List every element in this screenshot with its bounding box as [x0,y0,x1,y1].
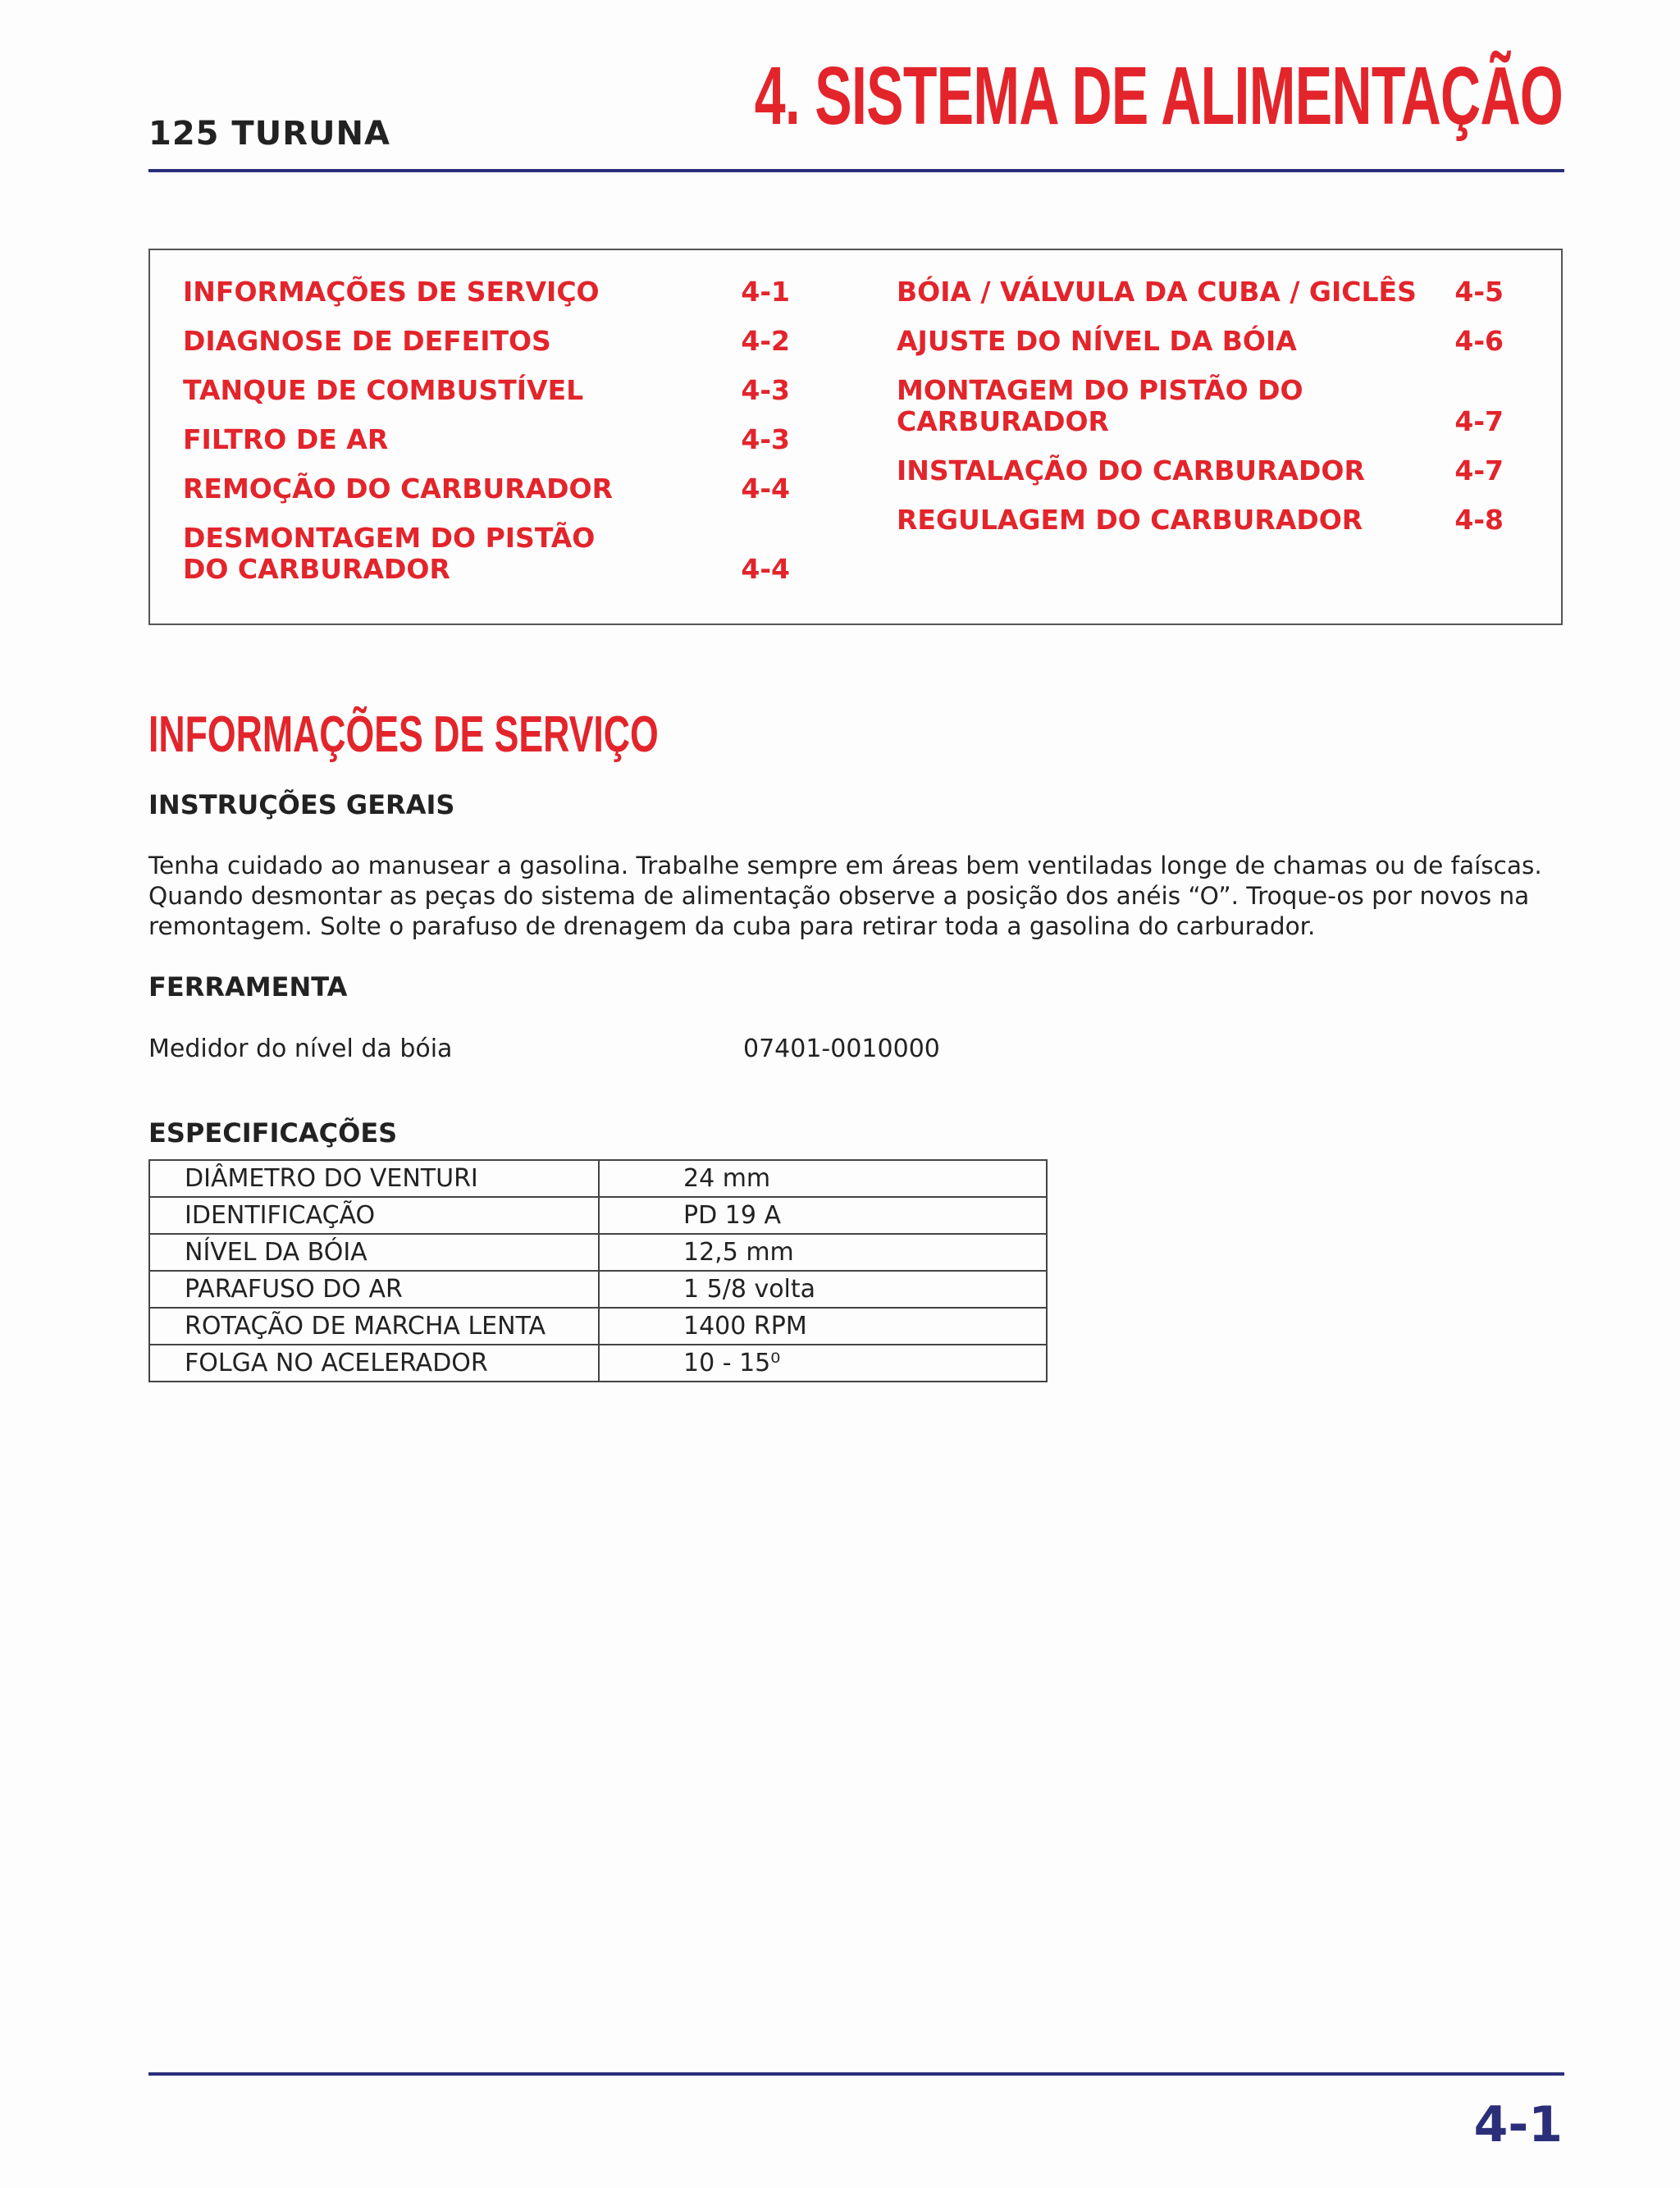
spec-label: NÍVEL DA BÓIA [149,1234,599,1271]
toc-item[interactable] [897,326,1504,357]
table-of-contents [148,249,1563,625]
tool-heading: FERRAMENTA [148,971,348,1003]
general-instructions-text: Tenha cuidado ao manusear a gasolina. Trabalhe sempre em áreas bem ventiladas longe de chamas ou de faíscas. Quando desmontar as peças do sistema de alimentação observe a posição dos anéis “O”. Troque-os por novos na remontagem. Solte o parafuso de drenagem da cuba para retirar toda a gasolina do carburador. [148,852,1542,940]
general-instructions-heading: INSTRUÇÕES GERAIS [148,789,455,820]
tool-name: Medidor do nível da bóia [148,1035,453,1063]
table-row [149,1308,1047,1345]
toc-item[interactable] [183,523,790,585]
spec-value: PD 19 A [599,1197,1047,1234]
toc-item[interactable] [183,276,790,308]
spec-label: IDENTIFICAÇÃO [149,1197,599,1234]
model-name: 125 TURUNA [148,115,390,153]
toc-item-page: 4-4 [741,553,790,585]
specifications-heading: ESPECIFICAÇÕES [148,1117,398,1149]
toc-item-page: 4-2 [741,325,790,357]
toc-item-title: TANQUE DE COMBUSTÍVEL [183,374,584,406]
toc-item[interactable] [183,326,790,357]
spec-label: PARAFUSO DO AR [149,1271,599,1308]
toc-item-page: 4-6 [1454,325,1504,357]
toc-item-page: 4-3 [741,374,790,406]
toc-item-title: REMOÇÃO DO CARBURADOR [183,473,614,505]
toc-item[interactable] [897,375,1504,437]
toc-item-title: DIAGNOSE DE DEFEITOS [183,325,551,357]
table-row [149,1345,1047,1382]
toc-item-title: INSTALAÇÃO DO CARBURADOR [897,455,1365,486]
spec-label: ROTAÇÃO DE MARCHA LENTA [149,1308,599,1345]
toc-right-column [897,276,1504,554]
page-number: 4-1 [1473,2096,1563,2154]
spec-value: 24 mm [599,1160,1047,1197]
toc-left-column [183,276,790,603]
toc-item-page: 4-1 [741,276,790,308]
toc-item[interactable] [183,473,790,505]
specifications-table [148,1159,1048,1382]
toc-item-page: 4-8 [1454,504,1504,536]
toc-item[interactable] [183,375,790,406]
toc-item-title: FILTRO DE AR [183,423,389,455]
toc-item-title: MONTAGEM DO PISTÃO DO CARBURADOR [897,374,1303,437]
spec-label: DIÂMETRO DO VENTURI [149,1160,599,1197]
toc-item-title: BÓIA / VÁLVULA DA CUBA / GICLÊS [897,276,1417,308]
spec-value: 1400 RPM [599,1308,1047,1345]
section-heading: INFORMAÇÕES DE SERVIÇO [148,706,659,763]
toc-item-page: 4-3 [741,423,790,455]
header-rule [148,169,1564,172]
toc-item-title: AJUSTE DO NÍVEL DA BÓIA [897,325,1297,357]
toc-item-title: DESMONTAGEM DO PISTÃO DO CARBURADOR [183,522,596,585]
spec-value: 10 - 15⁰ [599,1345,1047,1382]
toc-item[interactable] [897,455,1504,486]
spec-value: 1 5/8 volta [599,1271,1047,1308]
toc-item-page: 4-7 [1454,405,1504,437]
spec-value: 12,5 mm [599,1234,1047,1271]
toc-item[interactable] [897,505,1504,536]
spec-label: FOLGA NO ACELERADOR [149,1345,599,1382]
table-row [149,1197,1047,1234]
footer-rule [148,2072,1564,2076]
toc-item[interactable] [183,424,790,455]
chapter-title: 4. SISTEMA DE ALIMENTAÇÃO [754,50,1563,142]
toc-item-title: INFORMAÇÕES DE SERVIÇO [183,276,600,308]
table-row [149,1160,1047,1197]
toc-item-title: REGULAGEM DO CARBURADOR [897,504,1363,536]
toc-item-page: 4-4 [741,473,790,505]
toc-item-page: 4-5 [1454,276,1504,308]
tool-part-number: 07401-0010000 [743,1035,940,1063]
table-row [149,1234,1047,1271]
toc-item[interactable] [897,276,1504,308]
table-row [149,1271,1047,1308]
toc-item-page: 4-7 [1454,455,1504,486]
